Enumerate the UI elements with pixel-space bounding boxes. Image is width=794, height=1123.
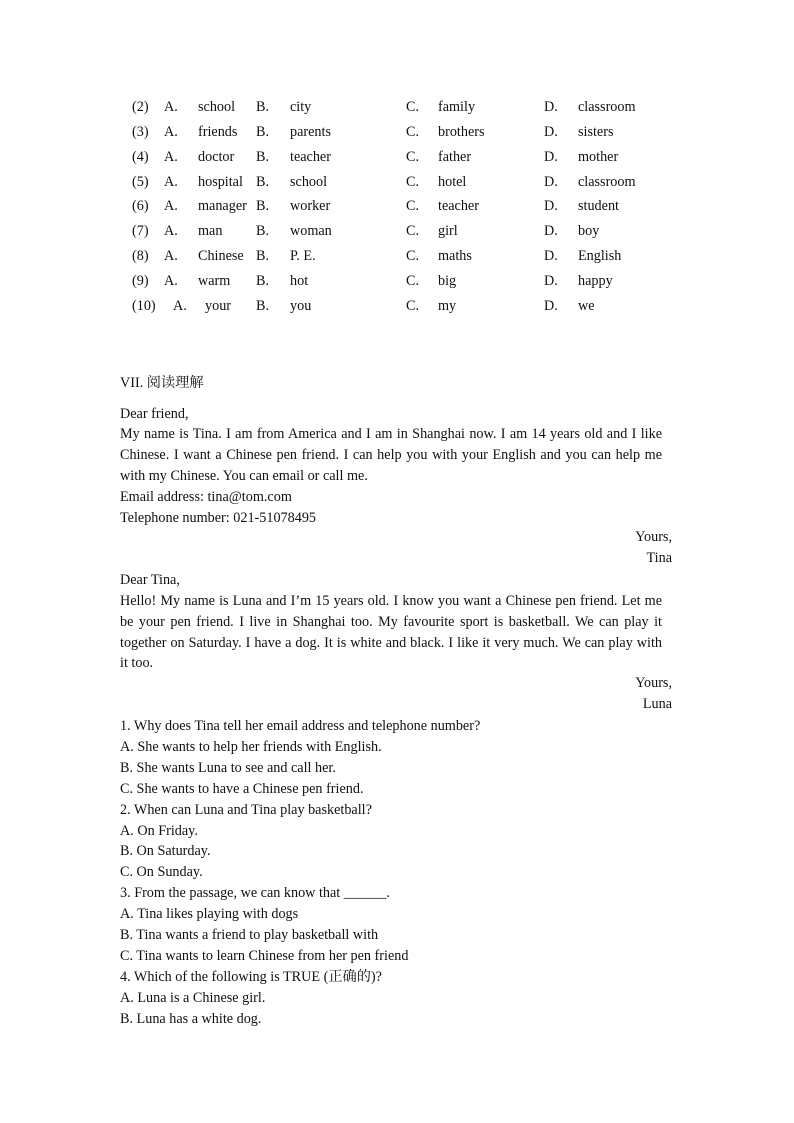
question-number: (2): [132, 99, 149, 115]
option-c-letter: C.: [406, 273, 420, 289]
option-d-word: classroom: [578, 174, 636, 190]
question-choice: C. On Sunday.: [120, 864, 203, 881]
option-d-letter: D.: [544, 149, 558, 165]
option-a-letter: A.: [164, 223, 178, 239]
option-c-letter: C.: [406, 124, 420, 140]
option-b-word: woman: [290, 223, 332, 239]
question-choice: A. On Friday.: [120, 822, 198, 839]
option-c-word: brothers: [438, 124, 485, 140]
letter2-greeting: Dear Tina,: [120, 572, 180, 588]
question-number: (8): [132, 248, 149, 264]
option-d-letter: D.: [544, 174, 558, 190]
question-stem: 4. Which of the following is TRUE (正确的)?: [120, 968, 382, 985]
section-title: VII. 阅读理解: [120, 375, 204, 391]
option-a-word: hospital: [198, 174, 243, 190]
option-c-letter: C.: [406, 223, 420, 239]
question-choice: B. She wants Luna to see and call her.: [120, 759, 336, 776]
option-b-word: P. E.: [290, 248, 316, 264]
option-d-word: student: [578, 198, 619, 214]
question-number: (6): [132, 198, 149, 214]
option-d-word: mother: [578, 149, 619, 165]
option-d-letter: D.: [544, 198, 558, 214]
option-a-word: manager: [198, 198, 247, 214]
option-c-letter: C.: [406, 99, 420, 115]
question-choice: B. On Saturday.: [120, 843, 211, 860]
option-row: [0, 298, 794, 320]
option-c-letter: C.: [406, 298, 420, 314]
letter2-closing: Yours,: [635, 675, 672, 691]
option-a-word: friends: [198, 124, 238, 140]
option-a-letter: A.: [164, 273, 178, 289]
option-d-word: happy: [578, 273, 613, 289]
option-a-letter: A.: [173, 298, 187, 314]
option-row: [0, 223, 794, 245]
option-d-word: boy: [578, 223, 600, 239]
question-number: (3): [132, 124, 149, 140]
question-choice: A. She wants to help her friends with English.: [120, 738, 382, 755]
option-b-letter: B.: [256, 149, 270, 165]
option-c-word: girl: [438, 223, 458, 239]
option-c-word: my: [438, 298, 457, 314]
option-b-word: parents: [290, 124, 331, 140]
option-a-letter: A.: [164, 124, 178, 140]
option-d-word: classroom: [578, 99, 636, 115]
option-c-word: teacher: [438, 198, 479, 214]
option-c-word: hotel: [438, 174, 467, 190]
question-choice: A. Tina likes playing with dogs: [120, 906, 299, 923]
question-stem: 3. From the passage, we can know that ______.: [120, 885, 390, 902]
option-row: [0, 198, 794, 220]
option-d-letter: D.: [544, 124, 558, 140]
letter2-body: Hello! My name is Luna and I’m 15 years old. I know you want a Chinese pen friend. Let me be your pen friend. I live in Shanghai too. My favourite sport is basketball. We can play it together on Saturday. I have a dog. It is white and black. I like it very much. We can play with it too.: [120, 593, 662, 672]
option-a-word: warm: [198, 273, 231, 289]
letter1-body: My name is Tina. I am from America and I am in Shanghai now. I am 14 years old and I like Chinese. I want a Chinese pen friend. I can help you with your English and you can help me with my Chinese. You can email or call me.: [120, 426, 662, 484]
option-a-word: doctor: [198, 149, 235, 165]
option-d-letter: D.: [544, 223, 558, 239]
option-d-word: we: [578, 298, 595, 314]
option-a-letter: A.: [164, 248, 178, 264]
option-b-word: school: [290, 174, 328, 190]
question-number: (5): [132, 174, 149, 190]
option-c-word: maths: [438, 248, 472, 264]
letter1-greeting: Dear friend,: [120, 406, 189, 422]
option-d-word: English: [578, 248, 622, 264]
option-a-letter: A.: [164, 99, 178, 115]
option-d-letter: D.: [544, 248, 558, 264]
option-a-word: school: [198, 99, 236, 115]
option-b-letter: B.: [256, 124, 270, 140]
option-b-letter: B.: [256, 174, 270, 190]
option-b-word: hot: [290, 273, 309, 289]
option-c-word: big: [438, 273, 457, 289]
question-number: (7): [132, 223, 149, 239]
option-d-letter: D.: [544, 298, 558, 314]
option-b-letter: B.: [256, 298, 270, 314]
question-stem: 2. When can Luna and Tina play basketball?: [120, 801, 372, 818]
option-b-word: city: [290, 99, 312, 115]
letter1-email: Email address: tina@tom.com: [120, 489, 292, 505]
option-row: [0, 99, 794, 121]
letter1-phone: Telephone number: 021-51078495: [120, 510, 317, 526]
letter2-signature: Luna: [642, 696, 672, 712]
option-a-letter: A.: [164, 174, 178, 190]
option-row: [0, 174, 794, 196]
question-choice: B. Tina wants a friend to play basketball with: [120, 927, 379, 943]
option-row: [0, 273, 794, 295]
option-b-letter: B.: [256, 198, 270, 214]
question-stem: 1. Why does Tina tell her email address and telephone number?: [120, 718, 481, 734]
question-number: (4): [132, 149, 149, 165]
option-a-letter: A.: [164, 198, 178, 214]
option-a-word: your: [205, 298, 232, 314]
option-b-word: worker: [290, 198, 331, 214]
option-c-word: family: [438, 99, 476, 115]
question-choice: C. She wants to have a Chinese pen friend.: [120, 780, 364, 797]
question-choice: B. Luna has a white dog.: [120, 1010, 262, 1027]
option-c-letter: C.: [406, 149, 420, 165]
option-c-letter: C.: [406, 198, 420, 214]
option-row: [0, 248, 794, 270]
question-choice: C. Tina wants to learn Chinese from her pen friend: [120, 947, 409, 964]
question-choice: A. Luna is a Chinese girl.: [120, 989, 266, 1006]
option-b-letter: B.: [256, 273, 270, 289]
option-b-letter: B.: [256, 248, 270, 264]
option-c-word: father: [438, 149, 472, 165]
option-a-letter: A.: [164, 149, 178, 165]
option-b-letter: B.: [256, 99, 270, 115]
option-c-letter: C.: [406, 248, 420, 264]
option-a-word: Chinese: [198, 248, 244, 264]
option-b-word: teacher: [290, 149, 331, 165]
option-b-word: you: [290, 298, 312, 314]
option-d-letter: D.: [544, 99, 558, 115]
question-number: (9): [132, 273, 149, 289]
option-d-word: sisters: [578, 124, 614, 140]
option-d-letter: D.: [544, 273, 558, 289]
option-b-letter: B.: [256, 223, 270, 239]
option-c-letter: C.: [406, 174, 420, 190]
option-row: [0, 149, 794, 171]
letter1-closing: Yours,: [635, 529, 672, 545]
question-number: (10): [132, 298, 156, 314]
option-row: [0, 124, 794, 146]
option-a-word: man: [198, 223, 223, 239]
letter1-signature: Tina: [646, 550, 672, 566]
